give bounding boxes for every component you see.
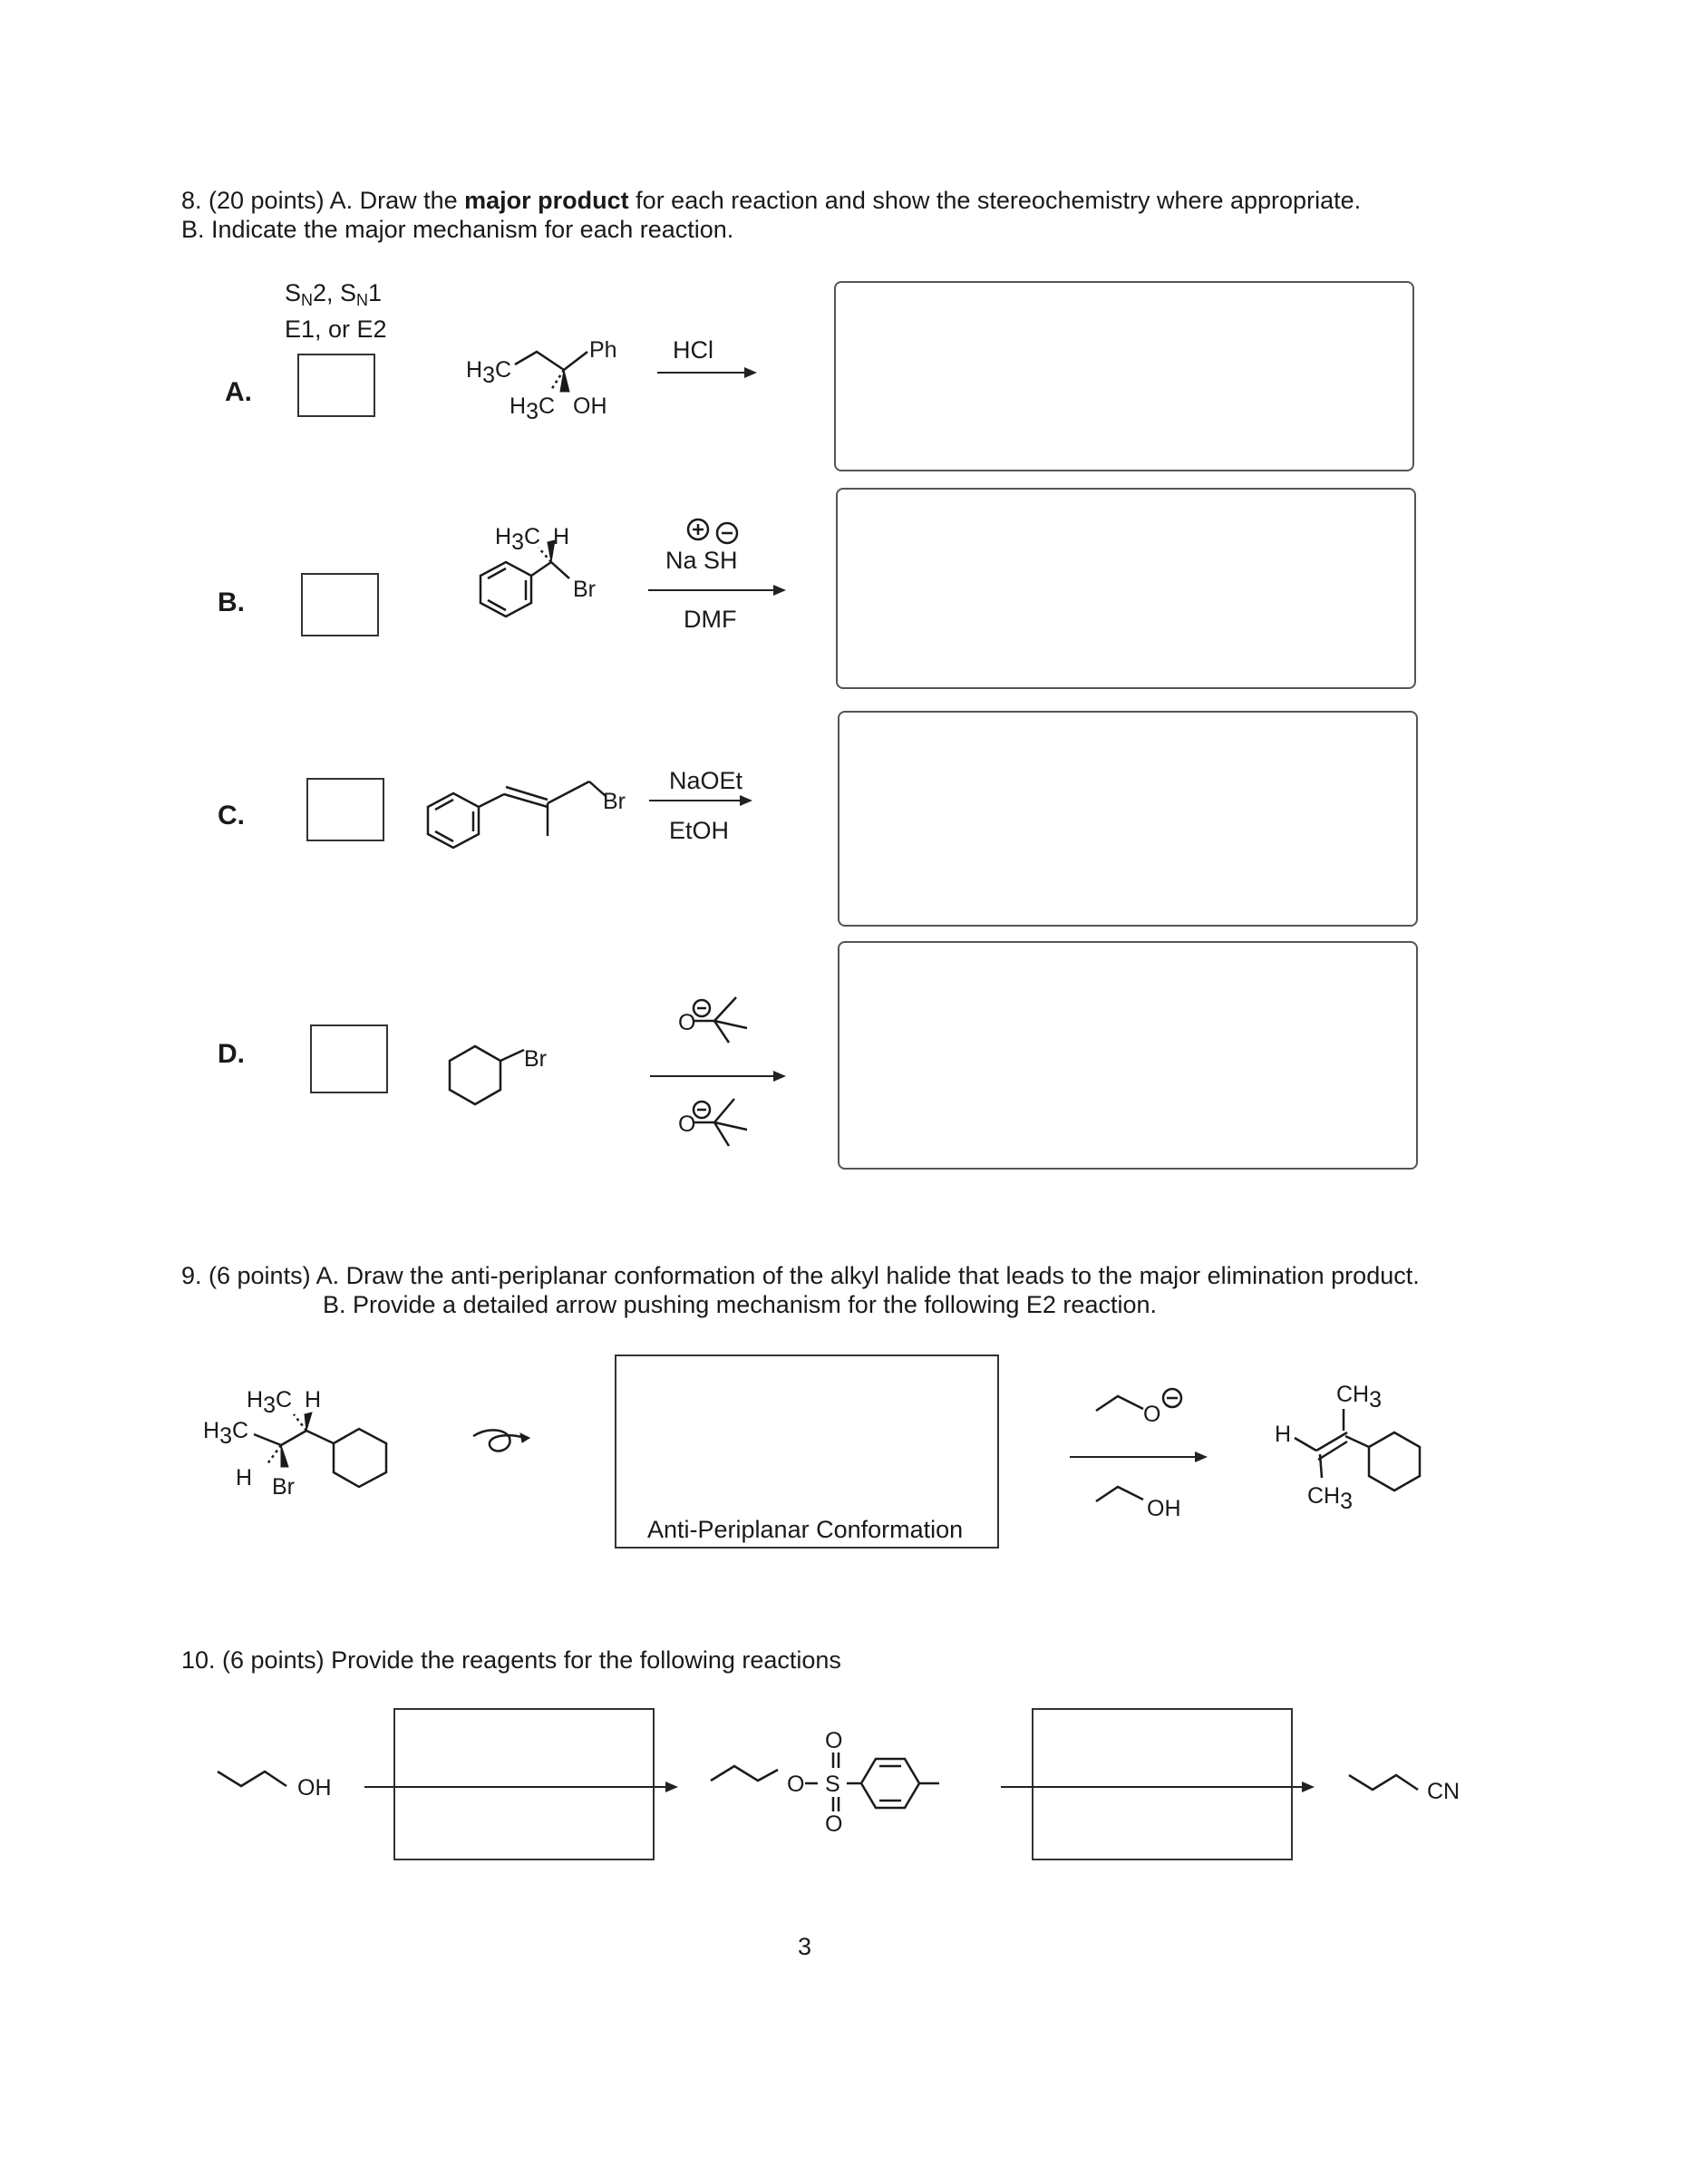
q10-reagent-box-1[interactable] (393, 1708, 655, 1860)
b-br-label: Br (573, 577, 596, 602)
q9-br-label: Br (272, 1474, 295, 1500)
a-h3c-label: H3C (466, 357, 512, 388)
reagent-b-top: Na SH (665, 547, 738, 574)
q8-instruction-line1: 8. (20 points) A. Draw the major product for each reaction and show the stereochemistry where appropriate. (181, 187, 1362, 214)
q9-ethanol-oh: OH (1147, 1496, 1181, 1521)
q9-ethoxide-structure (1092, 1378, 1201, 1442)
reagent-b-bottom: DMF (684, 606, 737, 633)
q9-h3c-left-label: H3C (203, 1418, 249, 1449)
q9-product-h-label: H (1275, 1422, 1292, 1447)
d-base-bottom-o: O (678, 1112, 696, 1137)
mechanism-answer-b[interactable] (301, 573, 379, 636)
row-label-a: A. (225, 377, 252, 407)
substrate-d-structure (444, 1014, 589, 1104)
substrate-a-structure (453, 326, 635, 426)
reagent-a-top: HCl (673, 336, 713, 364)
q8-instruction-line2: B. Indicate the major mechanism for each reaction. (181, 216, 734, 243)
tosylate-o-top: O (825, 1728, 843, 1753)
row-label-d: D. (218, 1039, 245, 1069)
q9-h3c-top-label: H3C (247, 1387, 293, 1418)
d-br-label: Br (524, 1046, 547, 1072)
product-answer-box-c[interactable] (838, 711, 1418, 927)
q9-product-ch3-top-label: CH3 (1336, 1382, 1383, 1413)
q10-reagent-box-2[interactable] (1032, 1708, 1293, 1860)
row-label-c: C. (218, 801, 245, 830)
d-tert-butoxide-structures (671, 988, 771, 1151)
q10-instruction: 10. (6 points) Provide the reagents for the following reactions (181, 1646, 841, 1674)
page-number: 3 (798, 1933, 812, 1960)
q9-product-structure (1269, 1378, 1460, 1514)
b-h3c-label: H3C (495, 524, 541, 555)
reagent-c-top: NaOEt (669, 767, 743, 794)
b-charge-icons (682, 515, 747, 548)
mechanism-header-1: SN2, SN1 (285, 279, 383, 309)
reaction-arrow-d (650, 1075, 784, 1077)
product-answer-box-d[interactable] (838, 941, 1418, 1170)
tosylate-o-ester: O (787, 1772, 805, 1797)
q10-nitrile-cn: CN (1427, 1779, 1461, 1804)
q10-arrow-1 (364, 1786, 676, 1788)
a-ph-label: Ph (589, 337, 617, 363)
q9-ethoxide-o: O (1143, 1402, 1161, 1427)
product-answer-box-b[interactable] (836, 488, 1416, 689)
reagent-c-bottom: EtOH (669, 817, 730, 844)
q9-h-bottom-label: H (236, 1465, 253, 1490)
reaction-arrow-a (657, 372, 755, 374)
c-br-label: Br (603, 789, 626, 814)
q9-reaction-arrow (1070, 1456, 1206, 1458)
q9-h-top-label: H (305, 1387, 322, 1413)
q9-instruction-line1: 9. (6 points) A. Draw the anti-periplanar conformation of the alkyl halide that leads to the major elimination product. (181, 1262, 1420, 1289)
row-label-b: B. (218, 587, 245, 617)
product-answer-box-a[interactable] (834, 281, 1414, 471)
a-oh-label: OH (573, 393, 607, 419)
q10-arrow-2 (1001, 1786, 1313, 1788)
q10-tosylate-structure (707, 1730, 979, 1839)
mechanism-header-2: E1, or E2 (285, 316, 387, 343)
substrate-b-structure (444, 526, 626, 653)
mechanism-answer-c[interactable] (306, 778, 384, 841)
mechanism-answer-d[interactable] (310, 1024, 388, 1093)
q9-instruction-line2: B. Provide a detailed arrow pushing mechanism for the following E2 reaction. (323, 1291, 1157, 1318)
substrate-c-structure (417, 762, 653, 852)
tosylate-s: S (825, 1772, 840, 1797)
q10-propanol-oh: OH (297, 1775, 332, 1801)
q9-ethanol-structure (1092, 1478, 1201, 1523)
a-h3c-lower-label: H3C (509, 393, 556, 424)
d-base-top-o: O (678, 1010, 696, 1035)
q10-nitrile-structure (1345, 1762, 1472, 1808)
q10-propanol-structure (214, 1759, 341, 1804)
reaction-arrow-c (649, 800, 751, 801)
curly-arrow-icon (470, 1425, 542, 1461)
mechanism-answer-a[interactable] (297, 354, 375, 417)
q9-product-ch3-bottom-label: CH3 (1307, 1483, 1354, 1514)
b-h-label: H (553, 524, 570, 549)
tosylate-o-bottom: O (825, 1811, 843, 1837)
q9-substrate-structure (199, 1378, 417, 1514)
anti-periplanar-caption: Anti-Periplanar Conformation (647, 1516, 964, 1543)
reaction-arrow-b (648, 589, 784, 591)
